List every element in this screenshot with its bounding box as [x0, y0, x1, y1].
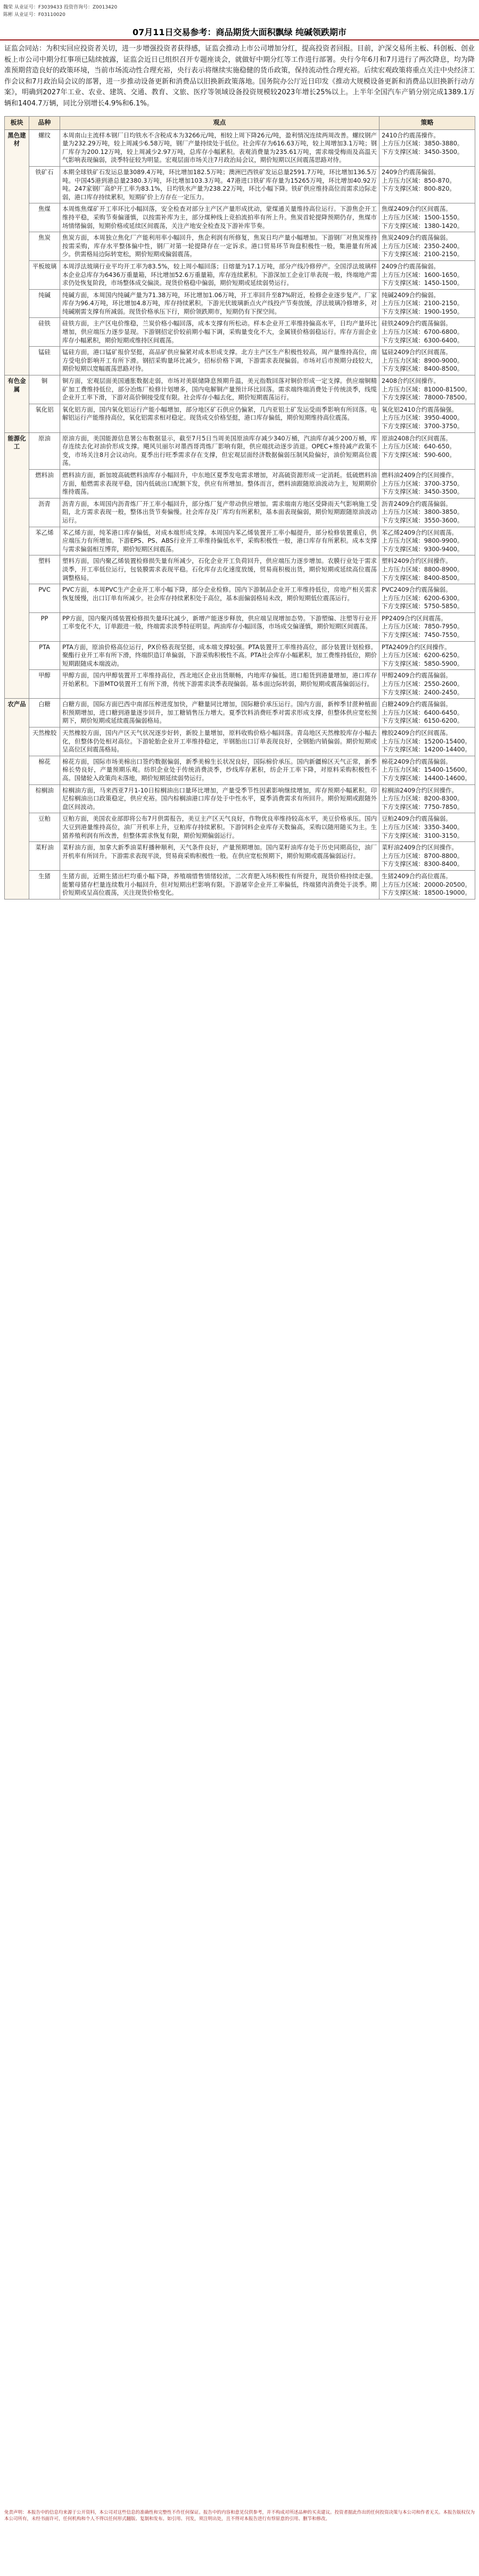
table-row	[5, 555, 475, 584]
variety-cell: 铁矿石	[29, 166, 60, 203]
variety-cell: 原油	[29, 432, 60, 469]
table-row	[5, 842, 475, 871]
strategy-cell: 焦煤2409合约区间震荡。 上方压力区域：1500-1550。 下方支撑区域：1380-1420。	[379, 203, 475, 232]
view-cell: 本周浮法玻璃行业平均开工率为83.5%，较上周小幅回落；日熔量为17.1万吨，部分产线冷修停产。全国浮法玻璃样本企业总库存为6436万重量箱，环比增加52.6万重量箱，库存连续累积。下游深加工企业订单表现一般，终端地产需求仍处恢复阶段，市场整体成交偏淡。现货价格稳中偏弱，期价短期或延续弱势运行。	[60, 260, 379, 289]
strategy-cell: 2409合约震荡偏弱。 上方压力区域：850-870。 下方支撑区域：800-820。	[379, 166, 475, 203]
strategy-cell: 菜籽油2409合约区间操作。 上方压力区域：8700-8800。 下方支撑区域：8300-8400。	[379, 842, 475, 871]
variety-cell: PTA	[29, 641, 60, 670]
view-cell: 棕榈油方面，马来西亚7月1-10日棕榈油出口量环比增加，产量受季节性因素影响继续增加，库存预期小幅累积。印尼棕榈油出口政策稳定，供应充裕。国内棕榈油港口库存处于中性水平，夏季消费需求有所回升。期价短期或跟随外盘区间波动。	[60, 784, 379, 813]
strategy-cell: 棕榈油2409合约区间操作。 上方压力区域：8200-8300。 下方支撑区域：7750-7850。	[379, 784, 475, 813]
strategy-cell: 纯碱2409合约偏弱。 上方压力区域：2100-2150。 下方支撑区域：1900-1950。	[379, 289, 475, 318]
table-row	[5, 699, 475, 727]
strategy-cell: 氧化铝2410合约震荡偏强。 上方压力区域：3950-4000。 下方支撑区域：3700-3750。	[379, 404, 475, 432]
strategy-cell: 原油2408合约区间震荡。 上方压力区域：640-650。 下方支撑区域：590-600。	[379, 432, 475, 469]
view-cell: 天然橡胶方面，国内产区天气状况逐步好转，新胶上量增加，原料收购价格小幅回落。青岛地区天然橡胶库存小幅去化，但整体仍处相对高位。下游轮胎企业开工率维持稳定，半钢胎出口订单表现良好，全钢胎内销偏弱。期价短期或呈高位区间震荡格局。	[60, 727, 379, 756]
table-row	[5, 347, 475, 375]
variety-cell: 生猪	[29, 870, 60, 899]
header-variety: 品种	[29, 117, 60, 130]
table-row	[5, 404, 475, 432]
view-cell: 本周南山主流样本钢厂日均铁水不含税成本为3266元/吨，相较上周下降26元/吨，盈利情况连续两周改善。螺纹钢产量为232.29万吨，较上周减少6.58万吨，钢厂产量持续处于低位。社会库存为616.63万吨，较上周增加3.1万吨；钢厂库存为200.12万吨，较上周减少2.97万吨，总库存小幅累积。表观消费量为235.61万吨，需求端受梅雨及高温天气影响表现偏弱，淡季特征较为明显。宏观层面市场关注7月政治局会议，期价短期以区间震荡思路对待。	[60, 129, 379, 166]
view-cell: 铜方面，宏观层面美国通胀数据走弱，市场对美联储降息预期升温，美元指数回落对铜价形成一定支撑。供应端铜精矿加工费维持低位，部分冶炼厂检修计划增多，国内电解铜产量预计环比回落。需求端终端消费处于传统淡季，线缆企业开工率下滑，下游对高价铜接受度有限。社会库存小幅去化，期价短期震荡运行。	[60, 375, 379, 404]
header-view: 观点	[60, 117, 379, 130]
view-cell: 棉花方面，国际市场美棉出口签约数据偏弱，新季美棉生长状况良好，国际棉价承压。国内新疆棉区天气正常，新季棉长势良好，产量预期乐观。纺织企业处于传统消费淡季，纱线库存累积，纺企开工率下降，对原料采购积极性不高。国储轮入政策尚未落地，期价短期延续弱势运行。	[60, 756, 379, 784]
table-row	[5, 498, 475, 527]
view-cell: PTA方面，原油价格高位运行，PX价格表现坚挺，成本端支撑较强。PTA装置开工率维持高位，部分装置计划检修。聚酯行业开工率有所下滑，终端织造订单偏弱，下游采购积极性不高。PTA社会库存小幅累积，加工费维持低位，期价短期跟随成本端波动。	[60, 641, 379, 670]
table-row	[5, 870, 475, 899]
view-cell: 生猪方面，近期生猪出栏均重小幅下降，养殖端惜售情绪较浓，二次育肥入场积极性有所提升，现货价格持续走强。能繁母猪存栏量连续数月小幅回升，但对短期出栏影响有限。下游屠宰企业开工率偏低，终端猪肉消费处于淡季。期价短期或呈高位震荡，关注现货价格变化。	[60, 870, 379, 899]
variety-cell: 焦煤	[29, 203, 60, 232]
table-row	[5, 232, 475, 261]
sector-cell: 农产品	[5, 699, 29, 899]
variety-cell: 豆粕	[29, 813, 60, 842]
variety-cell: 锰硅	[29, 347, 60, 375]
strategy-cell: 硅铁2409合约震荡偏弱。 上方压力区域：6700-6800。 下方支撑区域：6300-6400。	[379, 318, 475, 347]
header-strategy: 策略	[379, 117, 475, 130]
table-row	[5, 432, 475, 469]
variety-cell: 沥青	[29, 498, 60, 527]
table-row	[5, 756, 475, 784]
strategy-cell: 苯乙烯2409合约区间震荡。 上方压力区域：9800-9900。 下方支撑区域：9300-9400。	[379, 527, 475, 555]
variety-cell: 塑料	[29, 555, 60, 584]
variety-cell: 棉花	[29, 756, 60, 784]
variety-cell: 纯碱	[29, 289, 60, 318]
table-row	[5, 813, 475, 842]
table-row	[5, 469, 475, 498]
table-row	[5, 318, 475, 347]
variety-cell: 焦炭	[29, 232, 60, 261]
variety-cell: 螺纹	[29, 129, 60, 166]
view-cell: 豆粕方面，美国农业部即将公布7月供需报告，美豆主产区天气良好，作物优良率维持较高水平，美豆价格承压。国内大豆到港量维持高位，油厂开机率上升，豆粕库存持续累积。下游饲料企业库存天数偏高，采购以随用随买为主。生猪养殖利润有所改善，但整体需求恢复有限，期价短期偏弱运行。	[60, 813, 379, 842]
view-cell: 燃料油方面，新加坡高硫燃料油库存小幅回升，中东地区夏季发电需求增加，对高硫资源形成一定消耗。低硫燃料油方面，船燃需求表现平稳，国内低硫出口配额下发，供应有所增加。整体而言，燃料油跟随原油波动为主，短期期价维持震荡。	[60, 469, 379, 498]
view-cell: 菜籽油方面，加拿大新季油菜籽播种顺利，天气条件良好，产量预期增加。国内菜籽油库存处于历史同期高位，油厂开机率有所回升。下游需求表现平淡，贸易商采购积极性一般。在供应宽松预期下，期价短期或震荡偏弱运行。	[60, 842, 379, 871]
variety-cell: PVC	[29, 584, 60, 613]
strategy-cell: 2410合约震荡操作。 上方压力区域：3850-3880。 下方支撑区域：3450-3500。	[379, 129, 475, 166]
view-cell: 本期全球铁矿石发运总量3089.4万吨，环比增加182.5万吨；澳洲巴西铁矿发运总量2591.7万吨，环比增加136.5万吨。中国45港到港总量2380.3万吨，环比增加103.3万吨。47港进口铁矿库存量为15265万吨，环比增加40.92万吨。247家钢厂高炉开工率为83.1%，日均铁水产量为238.22万吨，环比小幅下降。铁矿供应维持高位而需求边际走弱，港口库存持续累积，短期矿价上方存在一定压力。	[60, 166, 379, 203]
table-header-row	[5, 117, 475, 130]
variety-cell: 硅铁	[29, 318, 60, 347]
title-divider	[0, 39, 479, 40]
strategy-cell: 生猪2409合约高位震荡。 上方压力区域：20000-20500。 下方支撑区域：18500-19000。	[379, 870, 475, 899]
header-sector: 板块	[5, 117, 29, 130]
strategy-cell: PVC2409合约震荡偏弱。 上方压力区域：6200-6300。 下方支撑区域：5750-5850。	[379, 584, 475, 613]
strategy-cell: 橡胶2409合约区间震荡。 上方压力区域：15200-15400。 下方支撑区域：14200-14400。	[379, 727, 475, 756]
report-title: 07月11日交易参考：商品期货大面积飘绿 纯碱领跌期市	[132, 27, 347, 37]
disclaimer: 免责声明：本报告中的信息均来源于公开资料，本公司对这些信息的准确性和完整性不作任何保证。报告中的内容和意见仅供参考，并不构成对所述品种的买卖建议。投资者据此作出的任何投资决策与本公司和作者无关。本报告版权仅为本公司所有，未经书面许可，任何机构和个人不得以任何形式翻版、复制和发布。如引用、刊发，须注明出处，且不得对本报告进行有悖原意的引用、删节和修改。	[4, 2510, 475, 2522]
variety-cell: 氧化铝	[29, 404, 60, 432]
strategy-cell: 燃料油2409合约区间操作。 上方压力区域：3700-3750。 下方支撑区域：3450-3500。	[379, 469, 475, 498]
table-row	[5, 727, 475, 756]
table-row	[5, 260, 475, 289]
variety-cell: PP	[29, 612, 60, 641]
sector-cell: 有色金属	[5, 375, 29, 433]
view-cell: 塑料方面，国内聚乙烯装置检修损失量有所减少，石化企业开工负荷回升，供应端压力逐步增加。农膜行业处于需求淡季，开工率低位运行，包装膜需求表现平稳。石化库存去化速度放缓，贸易商积极出货，期价短期或延续高位震荡调整格局。	[60, 555, 379, 584]
strategy-cell: PTA2409合约区间操作。 上方压力区域：6200-6250。 下方支撑区域：5850-5900。	[379, 641, 475, 670]
variety-cell: 甲醇	[29, 670, 60, 699]
variety-cell: 铜	[29, 375, 60, 404]
sector-cell: 能源化工	[5, 432, 29, 699]
view-cell: 本周炼焦煤矿开工率环比小幅回落，安全检查对部分主产区产量形成扰动，蒙煤通关量维持高位运行。下游焦企开工维持平稳，采购节奏偏谨慎，以按需补库为主，部分煤种线上竞拍流拍率有所上升。焦炭首轮提降预期仍存，焦煤市场情绪偏弱，短期价格或延续区间震荡，关注产地安全检查及下游补库节奏。	[60, 203, 379, 232]
variety-cell: 平板玻璃	[29, 260, 60, 289]
table-row	[5, 784, 475, 813]
view-cell: 锰硅方面，港口锰矿报价坚挺，高品矿供应偏紧对成本形成支撑。北方主产区生产积极性较高，周产量维持高位，南方受电价影响开工有所下滑。钢招采购量环比减少，招标价格下调，下游需求表现偏弱。市场对后市预期分歧较大，期价短期以宽幅震荡思路对待。	[60, 347, 379, 375]
table-row	[5, 129, 475, 166]
table-row	[5, 289, 475, 318]
strategy-cell: 白糖2409合约震荡偏弱。 上方压力区域：6400-6450。 下方支撑区域：6150-6200。	[379, 699, 475, 727]
table-row	[5, 670, 475, 699]
view-cell: 纯碱方面，本周国内纯碱产量为71.38万吨，环比增加1.06万吨，开工率回升至87%附近，检修企业逐步复产。厂家库存为96.4万吨，环比增加4.8万吨，库存持续累积。下游光伏玻璃新点火产线投产节奏放缓，浮法玻璃冷修增多，对纯碱刚需支撑有所减弱。现货价格承压下行，期价领跌期市，短期仍有下探空间。	[60, 289, 379, 318]
strategy-cell: 2408合约区间操作。 上方压力区域：81000-81500。 下方支撑区域：78000-78500。	[379, 375, 475, 404]
table-row	[5, 641, 475, 670]
view-cell: 氧化铝方面，国内氧化铝运行产能小幅增加，部分地区矿石供应仍偏紧，几内亚铝土矿发运受雨季影响有所回落。电解铝运行产能维持高位，氧化铝需求相对稳定。现货成交价格坚挺，港口库存偏低，期价短期维持高位震荡。	[60, 404, 379, 432]
author-line-1: 魏荣 从业证号：F3039433 投资咨询号：Z0013420	[3, 5, 118, 10]
variety-cell: 天然橡胶	[29, 727, 60, 756]
view-cell: PP方面，国内聚丙烯装置检修损失量环比减少，新增产能逐步释放，供应端呈现增加态势。下游塑编、注塑等行业开工率变化不大，订单跟进一般，终端需求淡季特征明显。两油库存小幅回落，市场成交偏谨慎，期价短期区间震荡。	[60, 612, 379, 641]
view-cell: 硅铁方面，主产区电价维稳，兰炭价格小幅回落，成本支撑有所松动。样本企业开工率维持偏高水平，日均产量环比增加，供应端压力逐步显现。下游钢招定价较前期小幅下调，采购量变化不大，金属镁价格弱稳运行。库存方面企业库存小幅累积，期价短期或维持区间震荡。	[60, 318, 379, 347]
macro-summary: 证监会同站：为积实回应投资者关切，进一步增强投资者获得感，证监会推动上市公司增加分红，提高投资者回报。目前，沪深交易所主板、科创板、创业板上市公司中期分红事项已陆续披露，证监会近日已组织召开专题座谈会，就做好中期分红等工作进行部署。央行今年6月和7月进行了两次降息，均为降准预期营造良好的政策环境，当前市场流动性合理充裕，央行表示将继续实施稳健的货币政策，保持流动性合理充裕。后续宏观政策将重点关注中央经济工作会议和7月政治局会议的部署，进一步推动设备更新和消费品以旧换新政策落地。国务院办公厅近日印发《推动大规模设备更新和消费品以旧换新行动方案》，明确到2027年工业、农业、建筑、交通、教育、文旅、医疗等领域设备投资规模较2023年增长25%以上。上半年全国汽车产销分别完成1389.1万辆和1404.7万辆，同比分别增长4.9%和6.1%。	[4, 45, 475, 108]
view-cell: 白糖方面，国际方面巴西中南部压榨进度加快，产糖量同比增加，国际糖价承压运行。国内方面，新榨季甘蔗种植面积预期增加，进口糖到港量逐步回升，加工糖销售压力增大。夏季饮料消费旺季对需求形成支撑，但整体供应宽松预期下，期价短期或延续震荡偏弱格局。	[60, 699, 379, 727]
view-cell: 沥青方面，本周国内沥青炼厂开工率小幅回升，部分炼厂复产带动供应增加。需求端南方地区受降雨天气影响施工受阻，北方需求表现一般，整体出货节奏偏慢。社会库存及厂库均有所累积，基本面表现偏弱，期价短期跟随原油波动运行。	[60, 498, 379, 527]
strategy-cell: 豆粕2409合约震荡偏弱。 上方压力区域：3350-3400。 下方支撑区域：3100-3150。	[379, 813, 475, 842]
strategy-cell: 塑料2409合约区间操作。 上方压力区域：8800-8900。 下方支撑区域：8400-8500。	[379, 555, 475, 584]
sector-cell: 黑色建材	[5, 129, 29, 375]
view-cell: 甲醇方面，国内甲醇装置开工率维持高位，西北地区企业出货顺畅，内地库存偏低。进口船货到港量增加，港口库存开始累积。下游MTO装置开工有所下滑，传统下游需求淡季表现偏弱。基本面边际转弱，期价短期或震荡偏弱运行。	[60, 670, 379, 699]
view-cell: 原油方面，美国能源信息署公布数据显示，截至7月5日当周美国原油库存减少340万桶，汽油库存减少200万桶，库存连续去化对油价形成支撑。飓风贝丽尔对墨西哥湾炼厂影响有限，供应端扰动逐步消退。OPEC+维持减产政策不变，市场关注8月会议动向。夏季出行旺季需求存在支撑，但宏观层面经济数据偏弱压制风险偏好，油价短期高位震荡。	[60, 432, 379, 469]
strategy-cell: 棉花2409合约震荡偏弱。 上方压力区域：15400-15600。 下方支撑区域：14400-14600。	[379, 756, 475, 784]
variety-cell: 白糖	[29, 699, 60, 727]
variety-cell: 燃料油	[29, 469, 60, 498]
variety-cell: 苯乙烯	[29, 527, 60, 555]
table-row	[5, 203, 475, 232]
author-line-2: 陈彬 从业证号：F03110020	[3, 12, 65, 18]
trade-reference-table	[4, 116, 475, 899]
strategy-cell: 焦炭2409合约震荡偏弱。 上方压力区域：2350-2400。 下方支撑区域：2100-2150。	[379, 232, 475, 261]
variety-cell: 菜籽油	[29, 842, 60, 871]
strategy-cell: 沥青2409合约震荡偏弱。 上方压力区域：3800-3850。 下方支撑区域：3550-3600。	[379, 498, 475, 527]
strategy-cell: 甲醇2409合约震荡偏弱。 上方压力区域：2550-2600。 下方支撑区域：2400-2450。	[379, 670, 475, 699]
view-cell: PVC方面，本周PVC生产企业开工率小幅下降，部分企业检修。国内下游制品企业开工率维持低位，房地产相关需求恢复缓慢，出口订单有所减少。社会库存持续累积处于高位，基本面偏弱格局未改，期价短期低位震荡运行。	[60, 584, 379, 613]
table-row	[5, 527, 475, 555]
table-row	[5, 375, 475, 404]
strategy-cell: 2409合约震荡偏弱。 上方压力区域：1600-1650。 下方支撑区域：1450-1500。	[379, 260, 475, 289]
strategy-cell: 锰硅2409合约区间震荡。 上方压力区域：8900-9000。 下方支撑区域：8400-8500。	[379, 347, 475, 375]
table-row	[5, 612, 475, 641]
table-row	[5, 584, 475, 613]
view-cell: 苯乙烯方面，纯苯港口库存偏低，对成本端形成支撑。本周国内苯乙烯装置开工率小幅提升，部分检修装置重启，供应端压力有所增加。下游EPS、PS、ABS行业开工率维持偏低水平，采购积极性一般，港口库存有所累积。成本支撑与需求偏弱相互博弈，期价短期区间震荡。	[60, 527, 379, 555]
table-row	[5, 166, 475, 203]
variety-cell: 棕榈油	[29, 784, 60, 813]
strategy-cell: PP2409合约区间震荡。 上方压力区域：7850-7950。 下方支撑区域：7450-7550。	[379, 612, 475, 641]
view-cell: 焦炭方面，本周独立焦化厂产能利用率小幅回升，焦企利润有所修复，焦炭日均产量小幅增加。下游钢厂对焦炭维持按需采购，库存水平整体偏中性，钢厂对第一轮提降存在一定诉求。港口贸易环节询盘积极性一般，集港量有所减少。供需格局边际转宽松，期价短期或偏弱震荡。	[60, 232, 379, 261]
